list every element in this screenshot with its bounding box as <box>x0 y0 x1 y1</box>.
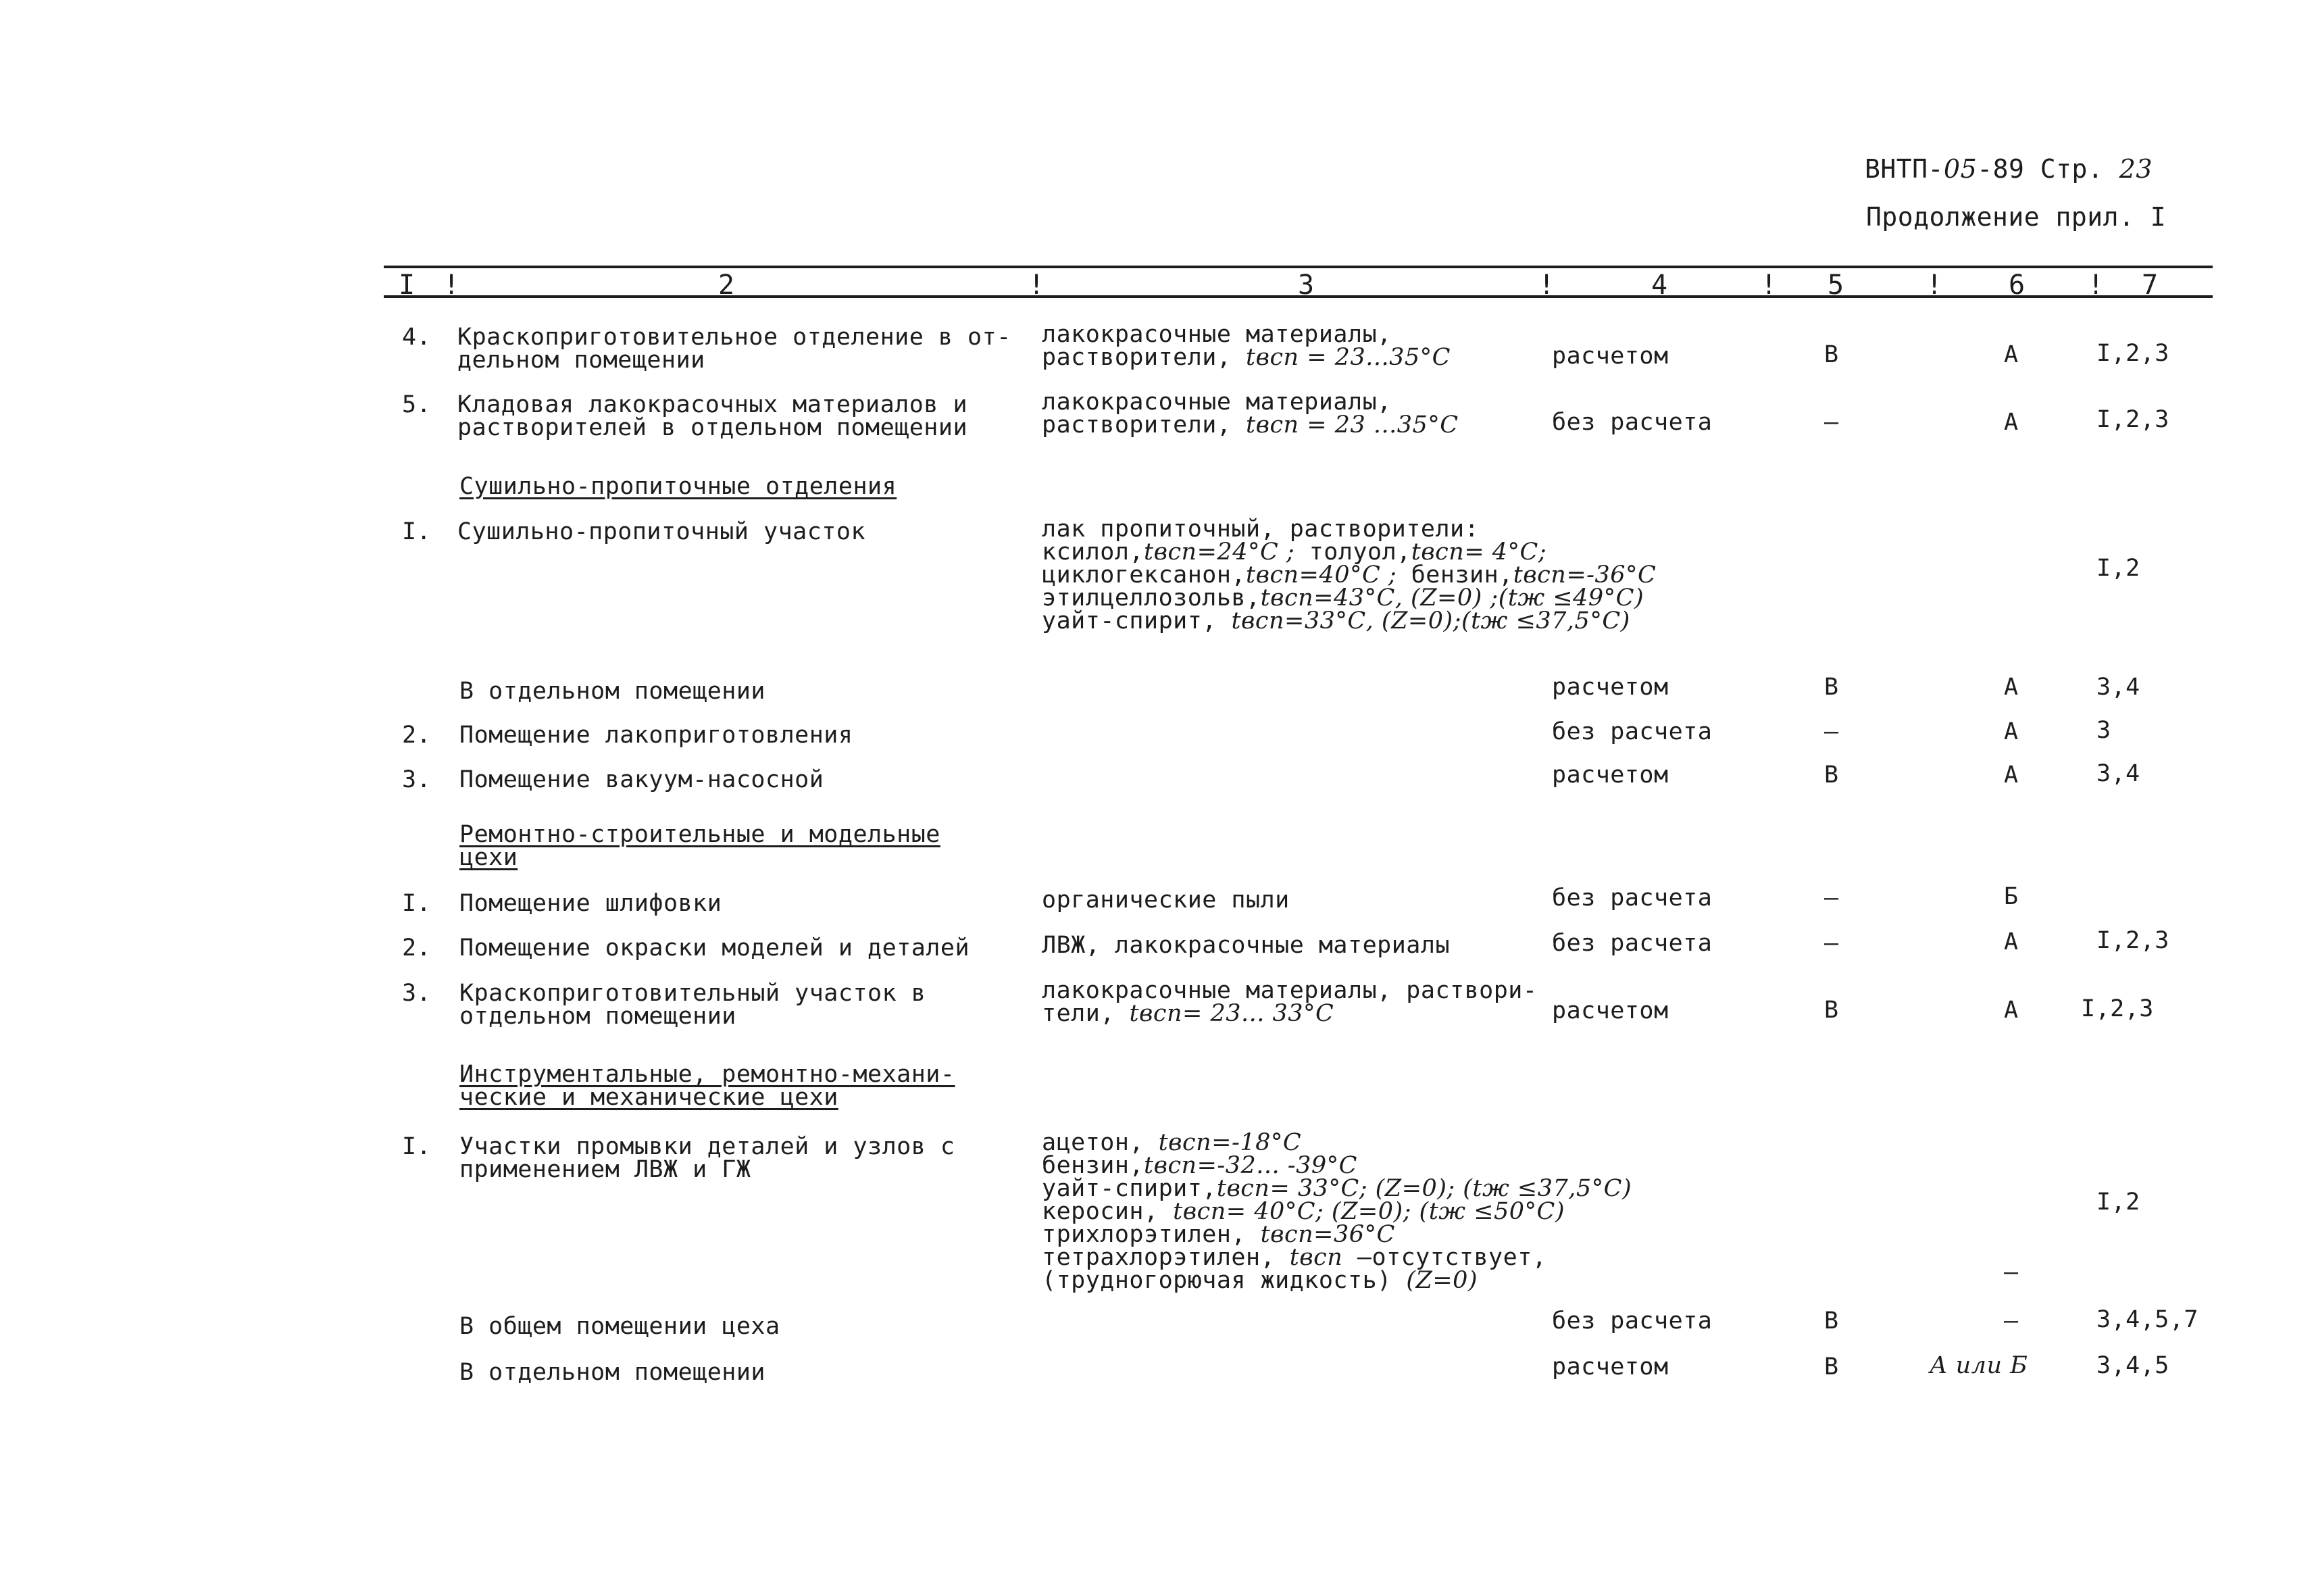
row-col7: I,2,3 <box>2096 340 2169 367</box>
row-number: 2. <box>402 722 432 749</box>
row-col7: I,2 <box>2096 555 2140 582</box>
row-col4: без расчета <box>1552 1307 1713 1335</box>
col-header-3: 3 <box>1298 270 1315 301</box>
section-title: Ремонтно-строительные и модельные <box>459 821 940 848</box>
col-sep: ! <box>1538 270 1555 301</box>
row-substance: тетрахлорэтилен, tвсп –отсутствует, <box>1042 1244 1547 1271</box>
row-name: Краскоприготовительное отделение в от- <box>457 324 1011 351</box>
row-name: В отдельном помещении <box>459 678 766 705</box>
row-col4: расчетом <box>1552 997 1669 1024</box>
row-col5: В <box>1824 1353 1839 1380</box>
row-number: I. <box>402 518 432 545</box>
row-substance: трихлорэтилен, tвсп=36°С <box>1042 1221 1395 1248</box>
col-header-2: 2 <box>718 270 735 301</box>
row-substance: ацетон, tвсп=-18°С <box>1042 1129 1302 1156</box>
row-col6: А или Б <box>1930 1352 2028 1379</box>
row-substance: бензин,tвсп=-32... -39°С <box>1042 1152 1357 1179</box>
row-name: Сушильно-пропиточный участок <box>457 518 866 545</box>
row-number: I. <box>402 1133 432 1160</box>
row-col6: – <box>2004 1307 2019 1335</box>
row-col5: – <box>1824 884 1839 912</box>
row-name: дельном помещении <box>457 347 705 374</box>
row-col5: В <box>1824 762 1839 789</box>
row-col5: – <box>1824 409 1839 436</box>
row-col6: А <box>2004 928 2019 955</box>
row-col7: I,2,3 <box>2096 406 2169 433</box>
col-sep: ! <box>2088 270 2105 301</box>
row-name: Кладовая лакокрасочных материалов и <box>457 391 968 418</box>
row-substance: этилцеллозольв,tвсп=43°С, (Z=0) ;(tж ≤49°С) <box>1042 584 1644 612</box>
row-substance: циклогексанон,tвсп=40°С ; бензин,tвсп=-36°С <box>1042 562 1657 589</box>
table-top-rule <box>384 266 2213 268</box>
row-col5: – <box>1824 930 1839 957</box>
row-col4: расчетом <box>1552 762 1669 789</box>
row-col7: I,2,3 <box>2096 927 2169 954</box>
row-col7: 3 <box>2096 717 2111 744</box>
row-col6: Б <box>2004 883 2019 910</box>
col-header-6: 6 <box>2009 270 2026 301</box>
row-col7: 3,4,5 <box>2096 1352 2169 1379</box>
row-substance: растворители, tвсп = 23...35°С <box>1042 344 1451 371</box>
row-substance: ЛВЖ, лакокрасочные материалы <box>1042 932 1451 959</box>
row-name: Помещение окраски моделей и деталей <box>459 934 970 962</box>
row-col7: 3,4,5,7 <box>2096 1306 2199 1333</box>
row-name: В отдельном помещении <box>459 1359 766 1386</box>
row-col7: 3,4 <box>2096 760 2140 787</box>
row-col7: I,2 <box>2096 1189 2140 1216</box>
row-name: Участки промывки деталей и узлов с <box>459 1133 955 1160</box>
continuation-note: Продолжение прил. I <box>1866 202 2167 232</box>
section-title: Инструментальные, ремонтно-механи- <box>459 1061 955 1088</box>
row-col7: 3,4 <box>2096 674 2140 701</box>
row-col4: расчетом <box>1552 1353 1669 1380</box>
document-code: ВНТП-05-89 Стр. 23 <box>1865 154 2153 184</box>
row-col4: расчетом <box>1552 674 1669 701</box>
row-col6: – <box>2004 1259 2019 1286</box>
row-col6: А <box>2004 341 2019 368</box>
row-number: 3. <box>402 766 432 793</box>
row-substance: тели, tвсп= 23... 33°С <box>1042 1000 1334 1027</box>
col-sep: ! <box>443 270 460 301</box>
row-col6: А <box>2004 718 2019 745</box>
row-name: Помещение шлифовки <box>459 890 722 917</box>
section-title: ческие и механические цехи <box>459 1084 838 1111</box>
col-header-1: I <box>399 270 416 301</box>
row-number: 4. <box>402 324 432 351</box>
row-name: растворителей в отдельном помещении <box>457 414 968 441</box>
row-name: применением ЛВЖ и ГЖ <box>459 1156 751 1183</box>
row-number: 2. <box>402 934 432 962</box>
section-title: цехи <box>459 844 518 871</box>
row-substance: лакокрасочные материалы, <box>1042 321 1392 348</box>
row-col4: без расчета <box>1552 884 1713 912</box>
row-col5: В <box>1824 674 1839 701</box>
row-col4: без расчета <box>1552 930 1713 957</box>
col-header-7: 7 <box>2142 270 2159 301</box>
row-substance: лакокрасочные материалы, <box>1042 389 1392 416</box>
row-col6: А <box>2004 997 2019 1024</box>
row-col5: В <box>1824 341 1839 368</box>
row-name: В общем помещении цеха <box>459 1313 780 1340</box>
col-sep: ! <box>1761 270 1778 301</box>
col-header-5: 5 <box>1828 270 1844 301</box>
row-col5: – <box>1824 718 1839 745</box>
row-name: Краскоприготовительный участок в <box>459 980 926 1007</box>
row-substance: лак пропиточный, растворители: <box>1042 516 1480 543</box>
row-substance: растворители, tвсп = 23 ...35°С <box>1042 412 1459 439</box>
row-col6: А <box>2004 762 2019 789</box>
col-sep: ! <box>1028 270 1045 301</box>
row-name: отдельном помещении <box>459 1003 736 1030</box>
row-col6: А <box>2004 409 2019 436</box>
row-col5: В <box>1824 997 1839 1024</box>
row-name: Помещение вакуум-насосной <box>459 766 824 793</box>
row-substance: ксилол,tвсп=24°С ; толуол,tвсп= 4°С; <box>1042 539 1547 566</box>
col-header-4: 4 <box>1651 270 1668 301</box>
row-substance: лакокрасочные материалы, раствори- <box>1042 977 1538 1004</box>
row-substance: органические пыли <box>1042 887 1290 914</box>
col-sep: ! <box>1926 270 1943 301</box>
row-substance: уайт-спирит,tвсп= 33°С; (Z=0); (tж ≤37,5°С) <box>1042 1175 1632 1202</box>
row-substance: (трудногорючая жидкость) (Z=0) <box>1042 1267 1478 1294</box>
row-col7: I,2,3 <box>2081 995 2154 1022</box>
row-number: 5. <box>402 391 432 418</box>
row-number: 3. <box>402 980 432 1007</box>
row-col5: В <box>1824 1307 1839 1335</box>
row-number: I. <box>402 890 432 917</box>
section-title: Сушильно-пропиточные отделения <box>459 473 897 500</box>
row-substance: керосин, tвсп= 40°С; (Z=0); (tж ≤50°С) <box>1042 1198 1565 1225</box>
row-name: Помещение лакоприготовления <box>459 722 853 749</box>
row-col4: без расчета <box>1552 409 1713 436</box>
row-substance: уайт-спирит, tвсп=33°С, (Z=0);(tж ≤37,5°С) <box>1042 607 1630 634</box>
row-col4: без расчета <box>1552 718 1713 745</box>
row-col4: расчетом <box>1552 343 1669 370</box>
row-col6: А <box>2004 674 2019 701</box>
